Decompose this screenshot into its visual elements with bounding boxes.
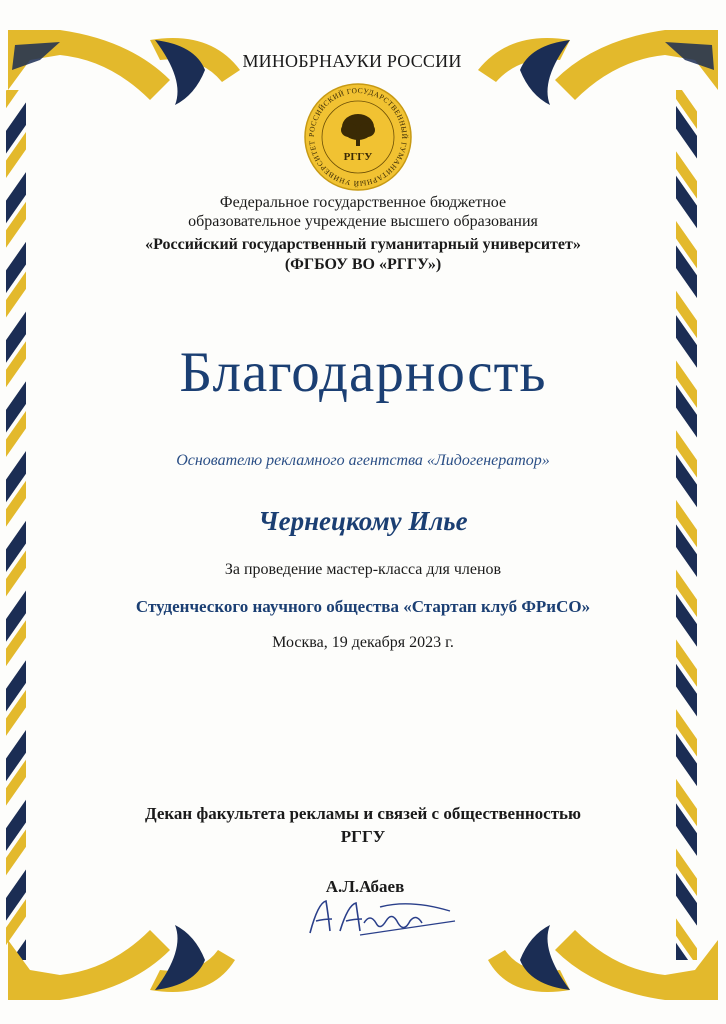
place-and-date: Москва, 19 декабря 2023 г. (272, 634, 454, 651)
handwritten-signature (300, 893, 460, 943)
ministry-label: МИНОБРНАУКИ РОССИИ (242, 51, 462, 71)
signatory-position-line-1: Декан факультета рекламы и связей с общественностью (144, 804, 582, 823)
svg-text:РГГУ: РГГУ (343, 151, 373, 163)
university-abbreviation: (ФГБОУ ВО «РГГУ») (284, 256, 442, 273)
organization-line-1: Федеральное государственное бюджетное (219, 194, 507, 211)
student-society-name: Студенческого научного общества «Стартап клуб ФРиСО» (135, 597, 591, 616)
university-seal-icon (303, 82, 413, 192)
signatory-name: А.Л.Абаев (325, 877, 405, 896)
recipient-role: Основателю рекламного агентства «Лидогенератор» (176, 452, 550, 469)
certificate-title: Благодарность (179, 341, 547, 404)
svg-text:РОССИЙСКИЙ ГОСУДАРСТВЕННЫЙ ГУМ: РОССИЙСКИЙ ГОСУДАРСТВЕННЫЙ ГУМАНИТАРНЫЙ УНИВЕРСИТЕТ (306, 85, 410, 189)
recipient-name: Чернецкому Илье (258, 506, 468, 536)
university-name: «Российский государственный гуманитарный университет» (145, 236, 581, 253)
top-left-ribbon (8, 30, 240, 105)
award-reason: За проведение мастер-класса для членов (224, 561, 502, 578)
bottom-left-ribbon (8, 925, 235, 1000)
signatory-position-line-2: РГГУ (340, 827, 386, 846)
organization-line-2: образовательное учреждение высшего образования (188, 213, 538, 230)
